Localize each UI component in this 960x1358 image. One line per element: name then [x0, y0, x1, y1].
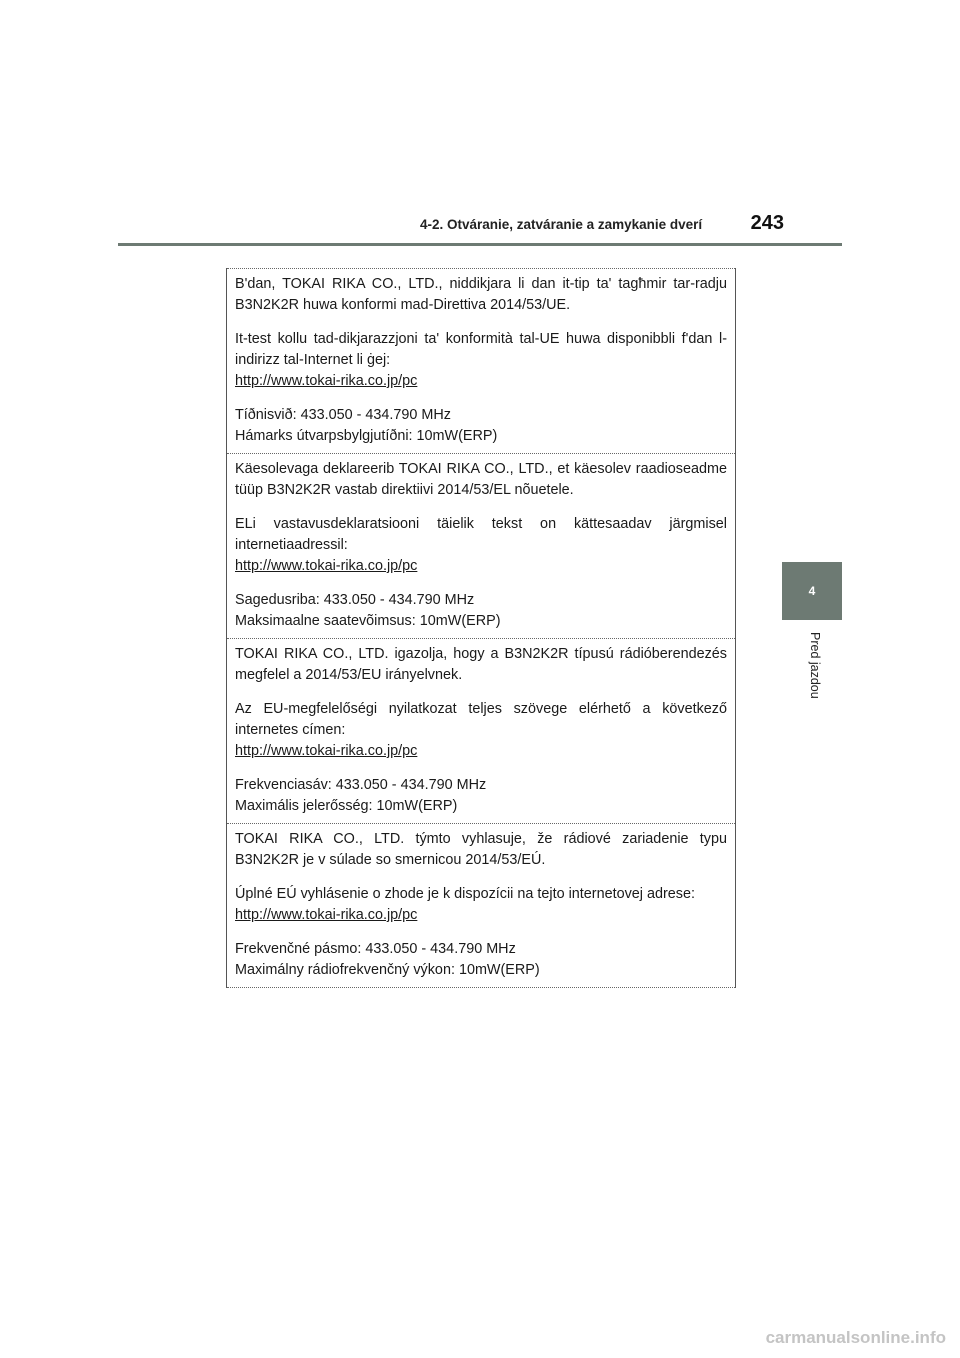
page-number: 243 [750, 212, 784, 234]
declaration-section-hungarian [227, 638, 735, 823]
declaration-url-link[interactable]: http://www.tokai-rika.co.jp/pc [235, 743, 418, 759]
declaration-availability: Úplné EÚ vyhlásenie o zhode je k dispozícii na tejto internetovej adrese: [235, 886, 695, 902]
declaration-url-link[interactable]: http://www.tokai-rika.co.jp/pc [235, 558, 418, 574]
max-power: Maximális jelerősség: 10mW(ERP) [235, 798, 458, 814]
declaration-link-row [235, 741, 727, 762]
declaration-link-row [235, 556, 727, 577]
chapter-title: 4-2. Otváranie, zatváranie a zamykanie dverí [420, 217, 703, 232]
declaration-link-row [235, 905, 727, 926]
declaration-statement: Käesolevaga deklareerib TOKAI RIKA CO., LTD., et käesolev raadioseadme tüüp B3N2K2R vastab direktiivi 2014/53/EL nõuetele. [235, 461, 727, 498]
declaration-availability: It-test kollu tad-dikjarazzjoni ta' konformità tal-UE huwa disponibbli f'dan l-indirizz tal-Internet li ġej: [235, 331, 727, 368]
header-rule [118, 243, 842, 246]
watermark: carmanualsonline.info [765, 1328, 946, 1347]
declaration-section-estonian [227, 453, 735, 638]
chapter-tab-label: Pred jazdou [808, 632, 822, 699]
max-power: Hámarks útvarpsbylgjutíðni: 10mW(ERP) [235, 428, 498, 444]
declaration-section-maltese [227, 268, 735, 453]
declaration-statement: TOKAI RIKA CO., LTD. igazolja, hogy a B3N2K2R típusú rádióberendezés megfelel a 2014/53/EU irányelvnek. [235, 646, 727, 683]
max-power: Maximálny rádiofrekvenčný výkon: 10mW(ERP) [235, 962, 540, 978]
max-power: Maksimaalne saatevõimsus: 10mW(ERP) [235, 613, 501, 629]
declaration-availability: Az EU-megfelelőségi nyilatkozat teljes szövege elérhető a következő internetes címen: [235, 701, 727, 738]
declaration-url-link[interactable]: http://www.tokai-rika.co.jp/pc [235, 907, 418, 923]
chapter-tab-number: 4 [808, 584, 816, 598]
spacer [235, 762, 727, 775]
chapter-tab [782, 562, 842, 620]
frequency-band: Sagedusriba: 433.050 - 434.790 MHz [235, 592, 475, 608]
declaration-box [226, 268, 736, 988]
frequency-band: Tíðnisvið: 433.050 - 434.790 MHz [235, 407, 451, 423]
declaration-statement: TOKAI RIKA CO., LTD. týmto vyhlasuje, že rádiové zariadenie typu B3N2K2R je v súlade so smernicou 2014/53/EÚ. [235, 831, 727, 868]
declaration-section-slovak [227, 823, 735, 988]
spacer [235, 577, 727, 590]
frequency-band: Frekvenciasáv: 433.050 - 434.790 MHz [235, 777, 487, 793]
declaration-url-link[interactable]: http://www.tokai-rika.co.jp/pc [235, 373, 418, 389]
declaration-link-row [235, 371, 727, 392]
spacer [235, 926, 727, 939]
frequency-band: Frekvenčné pásmo: 433.050 - 434.790 MHz [235, 941, 516, 957]
spacer [235, 392, 727, 405]
declaration-availability: ELi vastavusdeklaratsiooni täielik tekst on kättesaadav järgmisel internetiaadressil: [235, 516, 727, 553]
declaration-statement: B'dan, TOKAI RIKA CO., LTD., niddikjara li dan it-tip ta' tagħmir tar-radju B3N2K2R huwa konformi mad-Direttiva 2014/53/UE. [235, 276, 727, 313]
